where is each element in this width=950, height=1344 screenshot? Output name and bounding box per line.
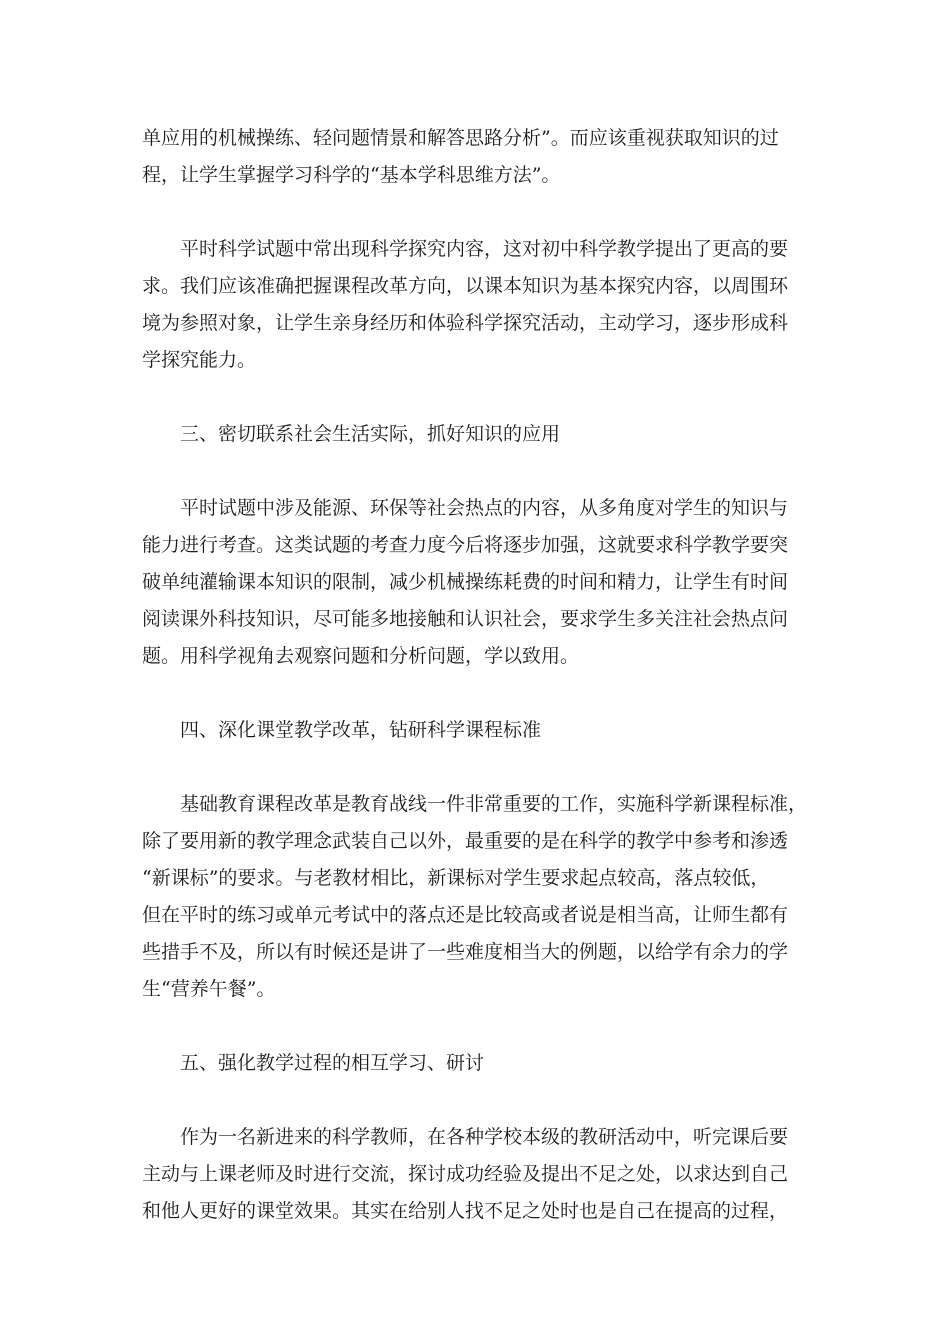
- text-line: 些措手不及，所以有时候还是讲了一些难度相当大的例题，以给学有余力的学: [142, 941, 789, 963]
- text-line: 境为参照对象，让学生亲身经历和体验科学探究活动，主动学习，逐步形成科: [142, 312, 789, 334]
- paragraph-spacer: [142, 453, 810, 490]
- text-line: 破单纯灌输课本知识的限制，减少机械操练耗费的时间和精力，让学生有时间: [142, 571, 789, 593]
- paragraph-spacer: [142, 194, 810, 231]
- text-line: 基础教育课程改革是教育战线一件非常重要的工作，实施科学新课程标准，: [180, 793, 808, 815]
- section-heading-5: 五、强化教学过程的相互学习、研讨: [180, 1052, 485, 1074]
- text-line: 题。用科学视角去观察问题和分析问题，学以致用。: [142, 645, 580, 667]
- paragraph-spacer: [142, 1082, 810, 1119]
- paragraph-peer-learning: [142, 1119, 810, 1230]
- text-line: 学探究能力。: [142, 349, 257, 371]
- text-line: “新课标”的要求。与老教材相比，新课标对学生要求起点较高，落点较低，: [142, 867, 770, 889]
- text-line: 作为一名新进来的科学教师，在各种学校本级的教研活动中，听完课后要: [180, 1126, 789, 1148]
- paragraph-science-inquiry: [142, 231, 810, 379]
- section-heading-3: 三、密切联系社会生活实际，抓好知识的应用: [180, 423, 561, 445]
- text-line: 主动与上课老师及时进行交流，探讨成功经验及提出不足之处，以求达到自己: [142, 1163, 789, 1185]
- text-line: 单应用的机械操练、轻问题情景和解答思路分析”。而应该重视获取知识的过: [142, 127, 779, 149]
- document-body: [142, 120, 810, 1230]
- text-line: 但在平时的练习或单元考试中的落点还是比较高或者说是相当高，让师生都有: [142, 904, 789, 926]
- paragraph-curriculum-reform: [142, 786, 810, 1008]
- text-line: 程，让学生掌握学习科学的“基本学科思维方法”。: [142, 164, 561, 186]
- text-line: 能力进行考查。这类试题的考查力度今后将逐步加强，这就要求科学教学要突: [142, 534, 789, 556]
- text-line: 除了要用新的教学理念武装自己以外，最重要的是在科学的教学中参考和渗透: [142, 830, 789, 852]
- text-line: 求。我们应该准确把握课程改革方向，以课本知识为基本探究内容，以周围环: [142, 275, 789, 297]
- text-line: 和他人更好的课堂效果。其实在给别人找不足之处时也是自己在提高的过程，: [142, 1200, 789, 1222]
- paragraph-continued: [142, 120, 810, 194]
- paragraph-spacer: [142, 675, 810, 712]
- paragraph-spacer: [142, 379, 810, 416]
- paragraph-spacer: [142, 749, 810, 786]
- text-line: 平时试题中涉及能源、环保等社会热点的内容，从多角度对学生的知识与: [180, 497, 789, 519]
- paragraph-spacer: [142, 1008, 810, 1045]
- text-line: 生“营养午餐”。: [142, 978, 276, 1000]
- section-heading-4: 四、深化课堂教学改革，钻研科学课程标准: [180, 719, 542, 741]
- text-line: 平时科学试题中常出现科学探究内容，这对初中科学教学提出了更高的要: [180, 238, 789, 260]
- text-line: 阅读课外科技知识，尽可能多地接触和认识社会，要求学生多关注社会热点问: [142, 608, 789, 630]
- paragraph-social-hotspots: [142, 490, 810, 675]
